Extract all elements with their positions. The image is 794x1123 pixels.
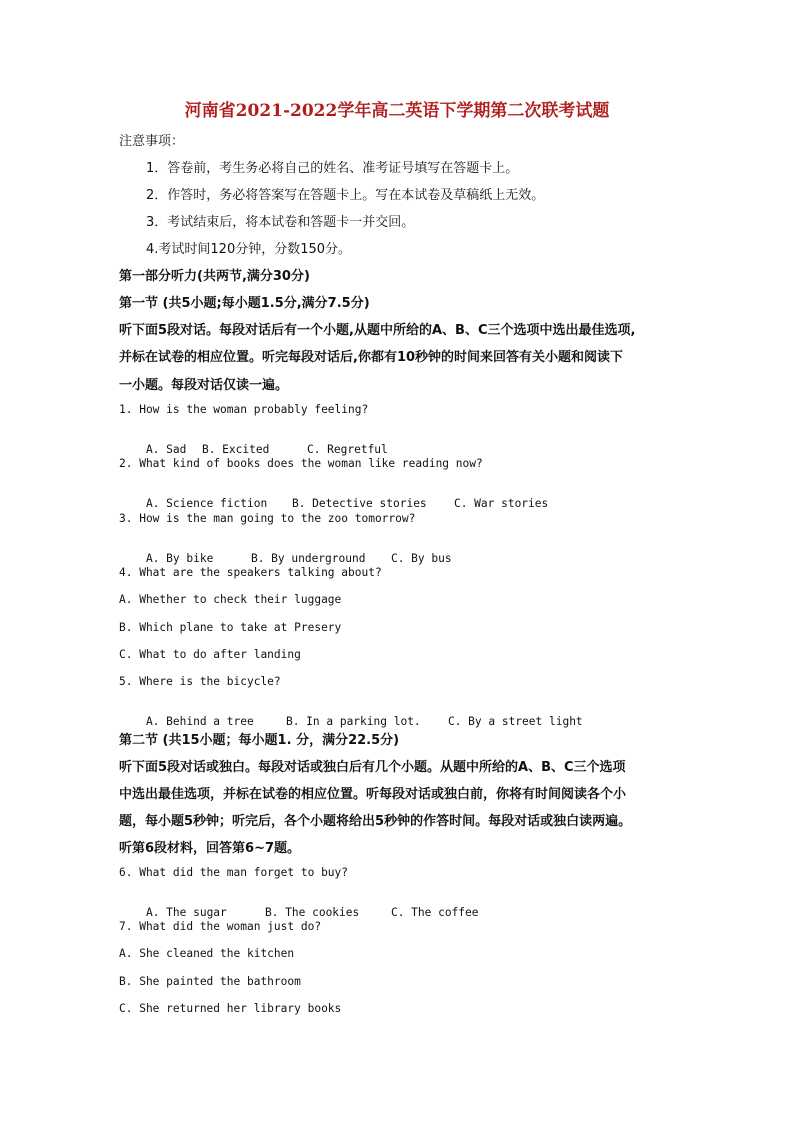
option-3b: B. By underground xyxy=(250,552,366,565)
option-1c: C. Regretful xyxy=(306,443,388,456)
section2-instruction-3: 题，每小题5秒钟；听完后，各个小题将给出5秒钟的作答时间。每段对话或独白读两遍。 xyxy=(119,814,632,829)
section1-instruction-2: 并标在试卷的相应位置。听完每段对话后,你都有10秒钟的时间来回答有关小题和阅读下 xyxy=(119,350,624,365)
option-1a: A. Sad xyxy=(145,443,187,456)
notice-item-4: 4.考试时间120分钟，分数150分。 xyxy=(146,242,352,257)
section2-instruction-4: 听第6段材料，回答第6~7题。 xyxy=(119,841,301,856)
notice-item-1: 1．答卷前，考生务必将自己的姓名、准考证号填写在答题卡上。 xyxy=(146,161,519,176)
notice-item-3: 3．考试结束后，将本试卷和答题卡一并交回。 xyxy=(146,215,415,230)
question-7: 7. What did the woman just do? xyxy=(119,920,322,933)
option-3a: A. By bike xyxy=(145,552,214,565)
option-5c: C. By a street light xyxy=(447,715,583,728)
exam-title: 河南省2021-2022学年高二英语下学期第二次联考试题 xyxy=(184,101,610,121)
option-7c: C. She returned her library books xyxy=(119,1002,342,1015)
section1-instruction-3: 一小题。每段对话仅读一遍。 xyxy=(119,378,289,393)
option-4c: C. What to do after landing xyxy=(119,648,301,661)
option-2c: C. War stories xyxy=(453,497,549,510)
option-5a: A. Behind a tree xyxy=(145,715,254,728)
option-2a: A. Science fiction xyxy=(145,497,268,510)
option-4b: B. Which plane to take at Presery xyxy=(119,621,342,634)
option-7a: A. She cleaned the kitchen xyxy=(119,947,295,960)
option-6b: B. The cookies xyxy=(264,906,360,919)
notice-heading: 注意事项： xyxy=(119,134,185,149)
question-6: 6. What did the man forget to buy? xyxy=(119,866,349,879)
option-5b: B. In a parking lot. xyxy=(285,715,421,728)
part1-heading: 第一部分听力(共两节,满分30分) xyxy=(119,269,310,284)
option-7b: B. She painted the bathroom xyxy=(119,975,301,988)
option-4a: A. Whether to check their luggage xyxy=(119,593,342,606)
question-3: 3. How is the man going to the zoo tomorrow? xyxy=(119,512,416,525)
option-6c: C. The coffee xyxy=(390,906,479,919)
option-6a: A. The sugar xyxy=(145,906,227,919)
section1-heading: 第一节 (共5小题;每小题1.5分,满分7.5分) xyxy=(119,296,370,311)
notice-item-2: 2．作答时，务必将答案写在答题卡上。写在本试卷及草稿纸上无效。 xyxy=(146,188,545,203)
question-4: 4. What are the speakers talking about? xyxy=(119,566,382,579)
option-1b: B. Excited xyxy=(201,443,270,456)
section2-instruction-2: 中选出最佳选项，并标在试卷的相应位置。听每段对话或独白前，你将有时间阅读各个小 xyxy=(119,787,627,802)
section2-heading: 第二节 (共15小题；每小题1. 分，满分22.5分) xyxy=(119,733,400,748)
question-2: 2. What kind of books does the woman like reading now? xyxy=(119,457,483,470)
question-5: 5. Where is the bicycle? xyxy=(119,675,281,688)
question-1: 1. How is the woman probably feeling? xyxy=(119,403,369,416)
section1-instruction-1: 听下面5段对话。每段对话后有一个小题,从题中所给的A、B、C三个选项中选出最佳选项, xyxy=(119,323,636,338)
section2-instruction-1: 听下面5段对话或独白。每段对话或独白后有几个小题。从题中所给的A、B、C三个选项 xyxy=(119,760,626,775)
option-3c: C. By bus xyxy=(390,552,452,565)
option-2b: B. Detective stories xyxy=(291,497,427,510)
